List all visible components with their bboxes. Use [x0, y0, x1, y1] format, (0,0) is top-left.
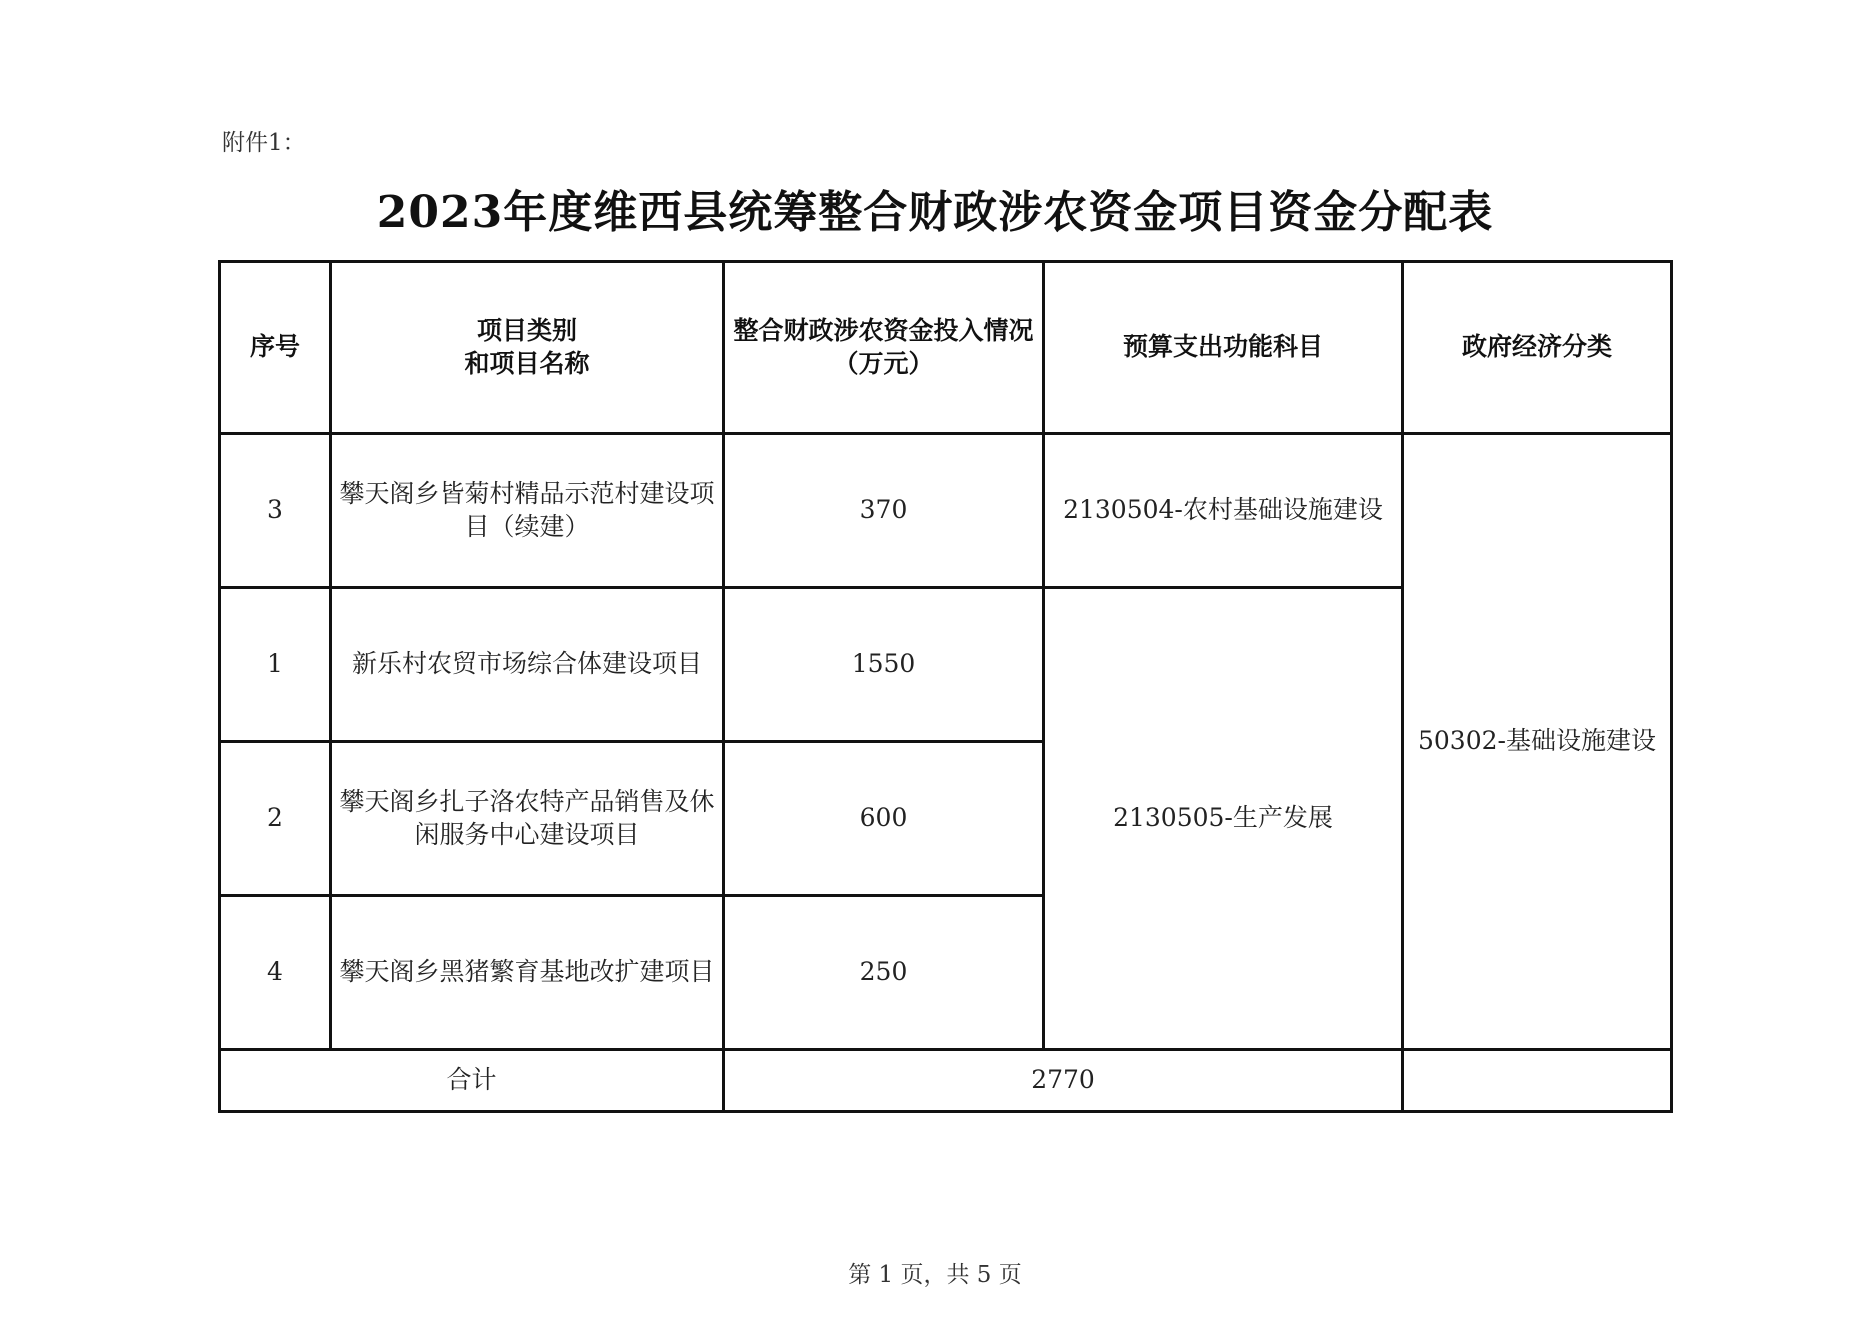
row-budget-function: 2130505-生产发展 [1044, 588, 1403, 1050]
page-footer: 第 1 页，共 5 页 [848, 1262, 1022, 1288]
header-project-name-line1: 项目类别 [476, 316, 577, 345]
header-project-name [331, 262, 724, 434]
allocation-table [218, 260, 1673, 1113]
row-fund: 250 [724, 896, 1044, 1050]
row-seq: 4 [220, 896, 331, 1050]
table-row [220, 434, 1672, 588]
header-project-name-line2: 和项目名称 [464, 348, 590, 378]
total-value: 2770 [724, 1050, 1403, 1112]
header-seq: 序号 [220, 262, 331, 434]
row-project-name: 攀天阁乡皆菊村精品示范村建设项目（续建） [331, 434, 724, 588]
row-seq: 3 [220, 434, 331, 588]
header-fund: 整合财政涉农资金投入情况（万元） [724, 262, 1044, 434]
row-fund: 370 [724, 434, 1044, 588]
header-budget-function: 预算支出功能科目 [1044, 262, 1403, 434]
row-seq: 2 [220, 742, 331, 896]
row-project-name: 新乐村农贸市场综合体建设项目 [331, 588, 724, 742]
row-project-name: 攀天阁乡扎子洛农特产品销售及休闲服务中心建设项目 [331, 742, 724, 896]
row-fund: 1550 [724, 588, 1044, 742]
row-budget-function: 2130504-农村基础设施建设 [1044, 434, 1403, 588]
total-empty-cell [1403, 1050, 1672, 1112]
page-title: 2023年度维西县统筹整合财政涉农资金项目资金分配表 [376, 187, 1494, 238]
row-project-name: 攀天阁乡黑猪繁育基地改扩建项目 [331, 896, 724, 1050]
total-row [220, 1050, 1672, 1112]
row-seq: 1 [220, 588, 331, 742]
row-fund: 600 [724, 742, 1044, 896]
header-econ-class: 政府经济分类 [1403, 262, 1672, 434]
header-row [220, 262, 1672, 434]
row-econ-class: 50302-基础设施建设 [1403, 434, 1672, 1050]
attachment-label: 附件1： [222, 130, 306, 156]
total-label: 合计 [220, 1050, 724, 1112]
